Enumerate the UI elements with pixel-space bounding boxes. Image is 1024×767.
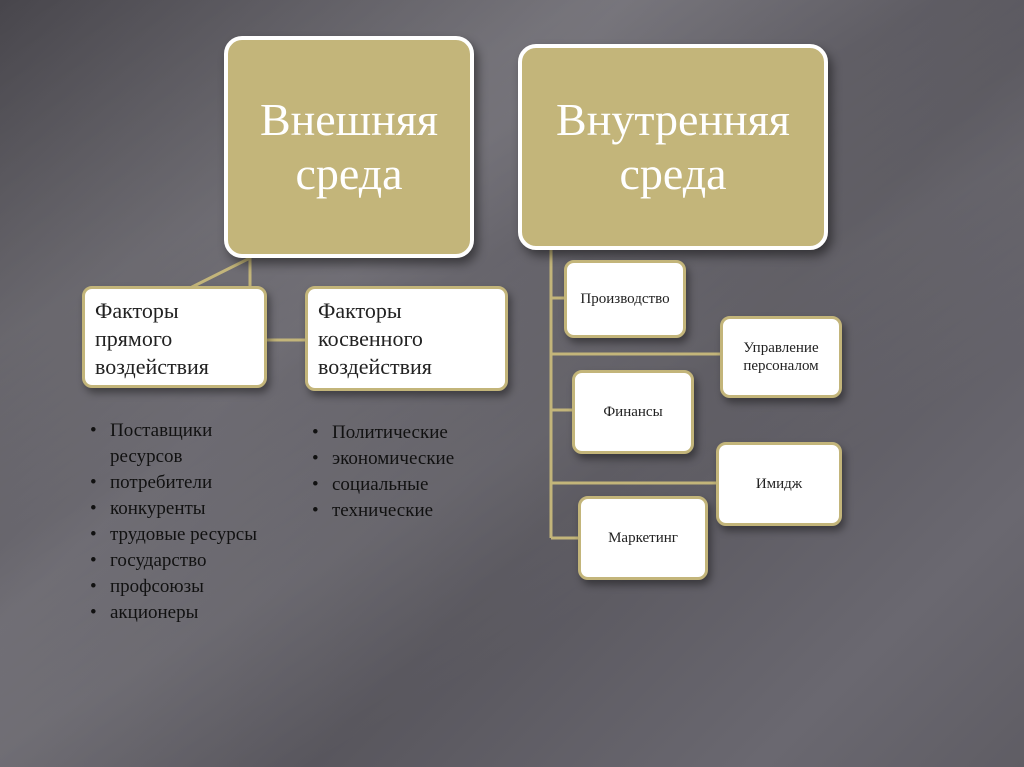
- internal-item-label: Маркетинг: [608, 530, 678, 546]
- direct-factors-label: Факторы прямого воздействия: [95, 298, 209, 379]
- internal-item-label: Имидж: [755, 476, 803, 492]
- internal-item-label: Финансы: [603, 404, 663, 420]
- external-environment-title: Внешняя среда: [259, 94, 439, 199]
- external-environment-box: [224, 36, 474, 258]
- list-item: • социальные: [312, 472, 512, 498]
- internal-item-production: [564, 260, 686, 338]
- internal-item-label: Производство: [580, 291, 670, 307]
- direct-factors-box: [82, 286, 267, 388]
- internal-item-label: Управление персоналом: [743, 340, 819, 374]
- internal-environment-title: Внутренняя среда: [556, 94, 790, 199]
- internal-environment-box: [518, 44, 828, 250]
- list-item: • потребители: [90, 470, 280, 496]
- list-item: • технические: [312, 498, 512, 524]
- list-item: • профсоюзы: [90, 574, 280, 600]
- internal-item-finance: [572, 370, 694, 454]
- list-item: • конкуренты: [90, 496, 280, 522]
- list-item: • экономические: [312, 446, 512, 472]
- indirect-factors-list: [312, 420, 512, 524]
- list-item: • трудовые ресурсы: [90, 522, 280, 548]
- internal-item-marketing: [578, 496, 708, 580]
- direct-factors-list: [90, 418, 280, 626]
- list-item: • Поставщики ресурсов: [90, 418, 280, 470]
- indirect-factors-label: Факторы косвенного воздействия: [318, 298, 432, 379]
- list-item: • акционеры: [90, 600, 280, 626]
- indirect-factors-box: [305, 286, 508, 391]
- internal-item-image: [716, 442, 842, 526]
- list-item: • государство: [90, 548, 280, 574]
- list-item: • Политические: [312, 420, 512, 446]
- internal-item-hr: [720, 316, 842, 398]
